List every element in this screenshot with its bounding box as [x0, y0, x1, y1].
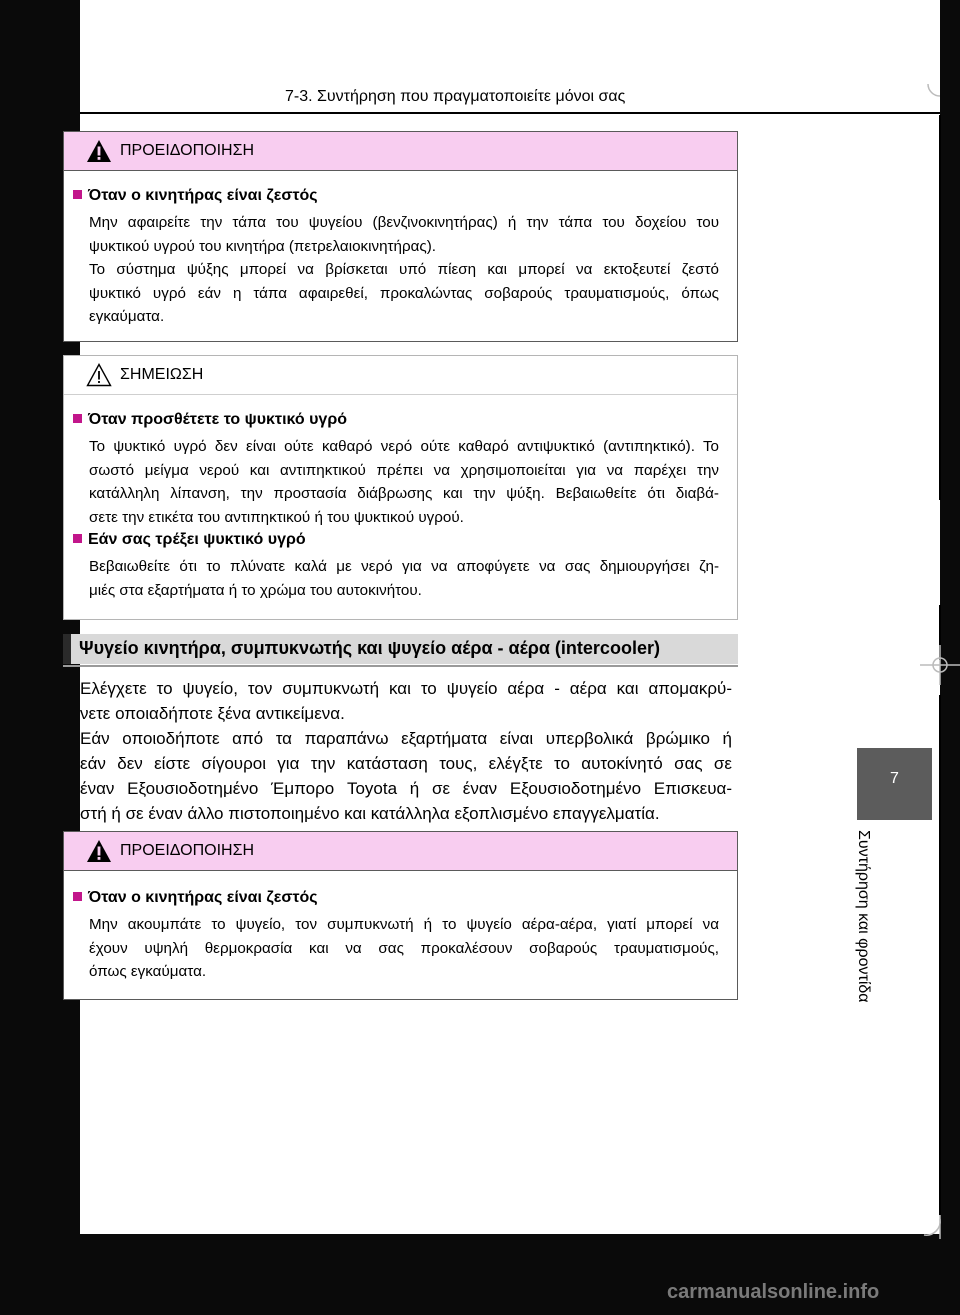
- corner-mark-icon: [924, 80, 944, 100]
- corner-mark-icon: [920, 1215, 944, 1239]
- warning-box: [63, 831, 738, 1000]
- warning-triangle-icon: [86, 839, 112, 863]
- note-item-title: Εάν σας τρέξει ψυκτικό υγρό: [73, 531, 306, 549]
- registration-mark-icon: [920, 645, 960, 685]
- section-rule: [63, 665, 738, 667]
- chapter-tab: [857, 748, 932, 820]
- edge-line: [939, 115, 941, 500]
- chapter-number: 7: [890, 770, 899, 787]
- note-header: [64, 356, 737, 395]
- warning-triangle-icon: [86, 139, 112, 163]
- bullet-square-icon: [73, 534, 82, 543]
- warning-label: ΠΡΟΕΙΔΟΠΟΙΗΣΗ: [120, 842, 255, 859]
- chapter-label: Συντήρηση και φροντίδα: [855, 830, 872, 1003]
- warning-header: [64, 832, 737, 871]
- watermark: carmanualsonline.info: [667, 1281, 880, 1303]
- bullet-square-icon: [73, 190, 82, 199]
- warning-label: ΠΡΟΕΙΔΟΠΟΙΗΣΗ: [120, 142, 255, 159]
- warning-item-title: Όταν ο κινητήρας είναι ζεστός: [73, 187, 318, 205]
- section-body: Ελέγχετε το ψυγείο, τον συμπυκνωτή και το ψυγείο αέρα - αέρα και απομακρύ- νετε οποιαδήποτε ξένα αντικείμενα. Εάν οποιοδήποτε από τα παραπάνω εξαρτήματα είναι υπερβολικά βρώμικο ή εάν δεν είστε σίγουροι για την κατάσταση τους, ελέγξτε το αυτοκίνητό σας σε έναν Εξουσιοδοτημένο Έμπορο Toyota ή σε έναν Εξουσιοδοτημένο Επισκευα- στή ή σε έναν άλλο πιστοποιημένο και κατάλληλα εξοπλισμένο επαγγελματία.: [80, 679, 732, 823]
- note-text: Βεβαιωθείτε ότι το πλύνατε καλά με νερό για να αποφύγετε να σας δημιουργήσει ζη- μιές στα εξαρτήματα ή το χρώμα του αυτοκινήτου.: [89, 558, 719, 599]
- caution-triangle-icon: [86, 363, 112, 387]
- note-box: [63, 355, 738, 620]
- page-header: 7-3. Συντήρηση που πραγματοποιείτε μόνοι σας: [285, 88, 626, 105]
- bullet-square-icon: [73, 414, 82, 423]
- warning-text: Μην αφαιρείτε την τάπα του ψυγείου (βενζινοκινητήρας) ή την τάπα του δοχείου του ψυκτικού υγρού του κινητήρα (πετρελαιοκινητήρας). Το σύστημα ψύξης μπορεί να βρίσκεται υπό πίεση και μπορεί να εκτοξευτεί ζεστό ψυκτικό υγρό εάν η τάπα αφαιρεθεί, προκαλώντας σοβαρούς τραυματισμούς, όπως εγκαύματα.: [89, 214, 719, 325]
- header-rule: [80, 112, 940, 114]
- warning-header: [64, 132, 737, 171]
- note-text: Το ψυκτικό υγρό δεν είναι ούτε καθαρό νερό ούτε καθαρό αντιψυκτικό (αντιπηκτικό). Το σωστό μείγμα νερού και αντιπηκτικού πρέπει να χρησιμοποιείται για να παρέχει την κατάλληλη λίπανση, την προστασία διάβρωσης και την ψύξη. Βεβαιωθείτε ότι διαβά- σετε την ετικέτα του αντιπηκτικού ή του ψυκτικού υγρού.: [89, 438, 719, 526]
- note-label: ΣΗΜΕΙΩΣΗ: [120, 366, 204, 383]
- warning-text: Μην ακουμπάτε το ψυγείο, τον συμπυκνωτή ή το ψυγείο αέρα-αέρα, γιατί μπορεί να έχουν υψηλή θερμοκρασία και να σας προκαλέσουν σοβαρούς τραυματισμούς, όπως εγκαύματα.: [89, 916, 719, 980]
- bullet-square-icon: [73, 892, 82, 901]
- edge-line: [939, 695, 941, 1215]
- warning-box: [63, 131, 738, 342]
- warning-item-title: Όταν ο κινητήρας είναι ζεστός: [73, 889, 318, 907]
- note-item-title: Όταν προσθέτετε το ψυκτικό υγρό: [73, 411, 347, 429]
- section-heading: Ψυγείο κινητήρα, συμπυκνωτής και ψυγείο αέρα - αέρα (intercooler): [63, 634, 738, 664]
